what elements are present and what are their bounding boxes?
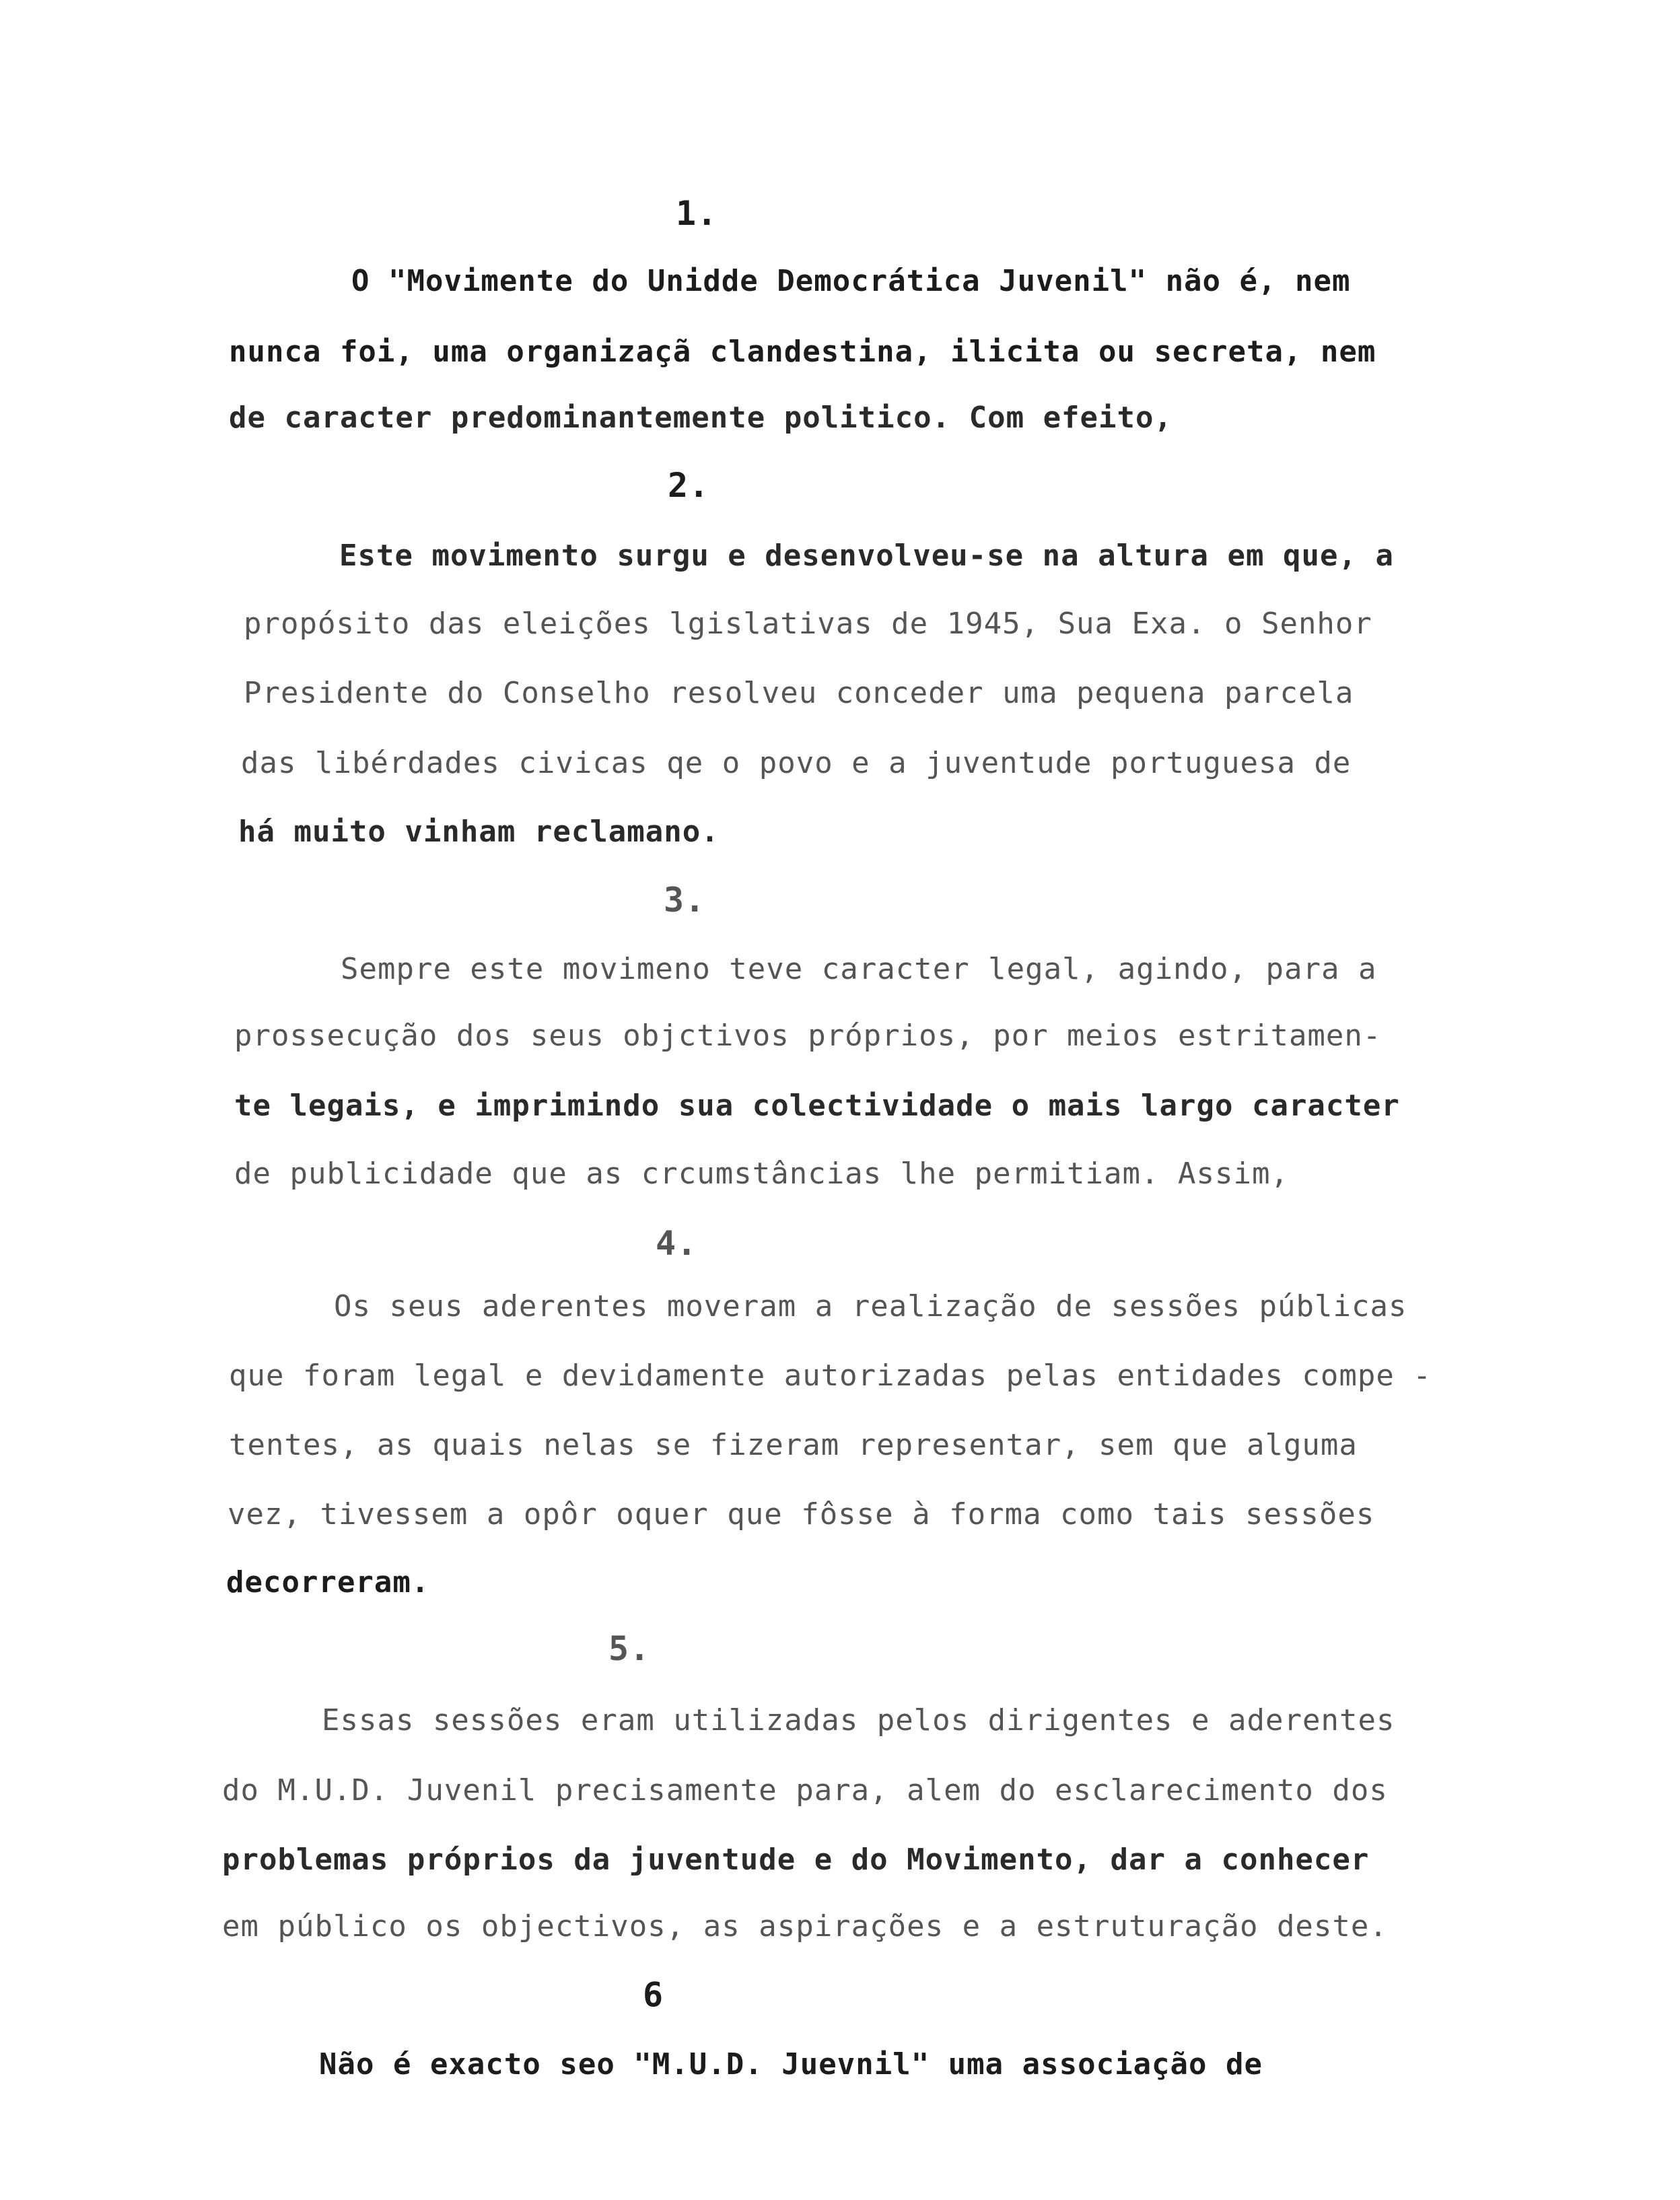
paragraph-2-line-4: das libérdades civicas qe o povo e a juventude portuguesa de	[241, 746, 1352, 780]
paragraph-5-line-1: Essas sessões eram utilizadas pelos dirigentes e aderentes	[322, 1703, 1395, 1738]
paragraph-4-line-3: tentes, as quais nelas se fizeram representar, sem que alguma	[229, 1428, 1358, 1462]
paragraph-1-line-1: O "Movimente do Unidde Democrática Juvenil" não é, nem	[351, 264, 1351, 298]
paragraph-1-line-3: de caracter predominantemente politico. Com efeito,	[229, 401, 1173, 435]
paragraph-5-line-3: problemas próprios da juventude e do Movimento, dar a conhecer	[222, 1843, 1370, 1877]
paragraph-2-line-1: Este movimento surgu e desenvolveu-se na altura em que, a	[339, 539, 1394, 573]
paragraph-4-line-2: que foram legal e devidamente autorizadas pelas entidades compe -	[229, 1359, 1432, 1393]
paragraph-number-3: 3.	[664, 881, 706, 920]
paragraph-2-line-3: Presidente do Conselho resolveu conceder uma pequena parcela	[244, 676, 1354, 710]
paragraph-2-line-2: propósito das eleições lgislativas de 1945, Sua Exa. o Senhor	[244, 607, 1372, 641]
paragraph-number-2: 2.	[668, 466, 710, 505]
paragraph-3-line-4: de publicidade que as crcumstâncias lhe permitiam. Assim,	[234, 1157, 1289, 1191]
paragraph-number-1: 1.	[676, 194, 718, 233]
paragraph-number-4: 4.	[656, 1224, 698, 1263]
paragraph-number-6: 6	[643, 1975, 664, 2014]
paragraph-3-line-1: Sempre este movimeno teve caracter legal, agindo, para a	[341, 952, 1377, 986]
paragraph-number-5: 5.	[608, 1629, 651, 1668]
paragraph-3-line-3: te legais, e imprimindo sua colectividade o mais largo caracter	[234, 1089, 1400, 1123]
paragraph-4-line-1: Os seus aderentes moveram a realização de sessões públicas	[334, 1289, 1407, 1324]
paragraph-5-line-2: do M.U.D. Juvenil precisamente para, alem do esclarecimento dos	[222, 1773, 1388, 1808]
paragraph-5-line-4: em público os objectivos, as aspirações e a estruturação deste.	[222, 1909, 1388, 1944]
paragraph-4-line-4: vez, tivessem a opôr oquer que fôsse à forma como tais sessões	[228, 1497, 1375, 1532]
paragraph-2-line-5: há muito vinham reclamano.	[238, 815, 720, 849]
paragraph-3-line-2: prossecução dos seus objctivos próprios, por meios estritamen-	[234, 1019, 1382, 1053]
paragraph-4-line-5: decorreram.	[226, 1565, 430, 1600]
paragraph-1-line-2: nunca foi, uma organizaçã clandestina, ilicita ou secreta, nem	[229, 335, 1376, 369]
paragraph-6-line-1: Não é exacto seo "M.U.D. Juevnil" uma associação de	[319, 2047, 1263, 2082]
